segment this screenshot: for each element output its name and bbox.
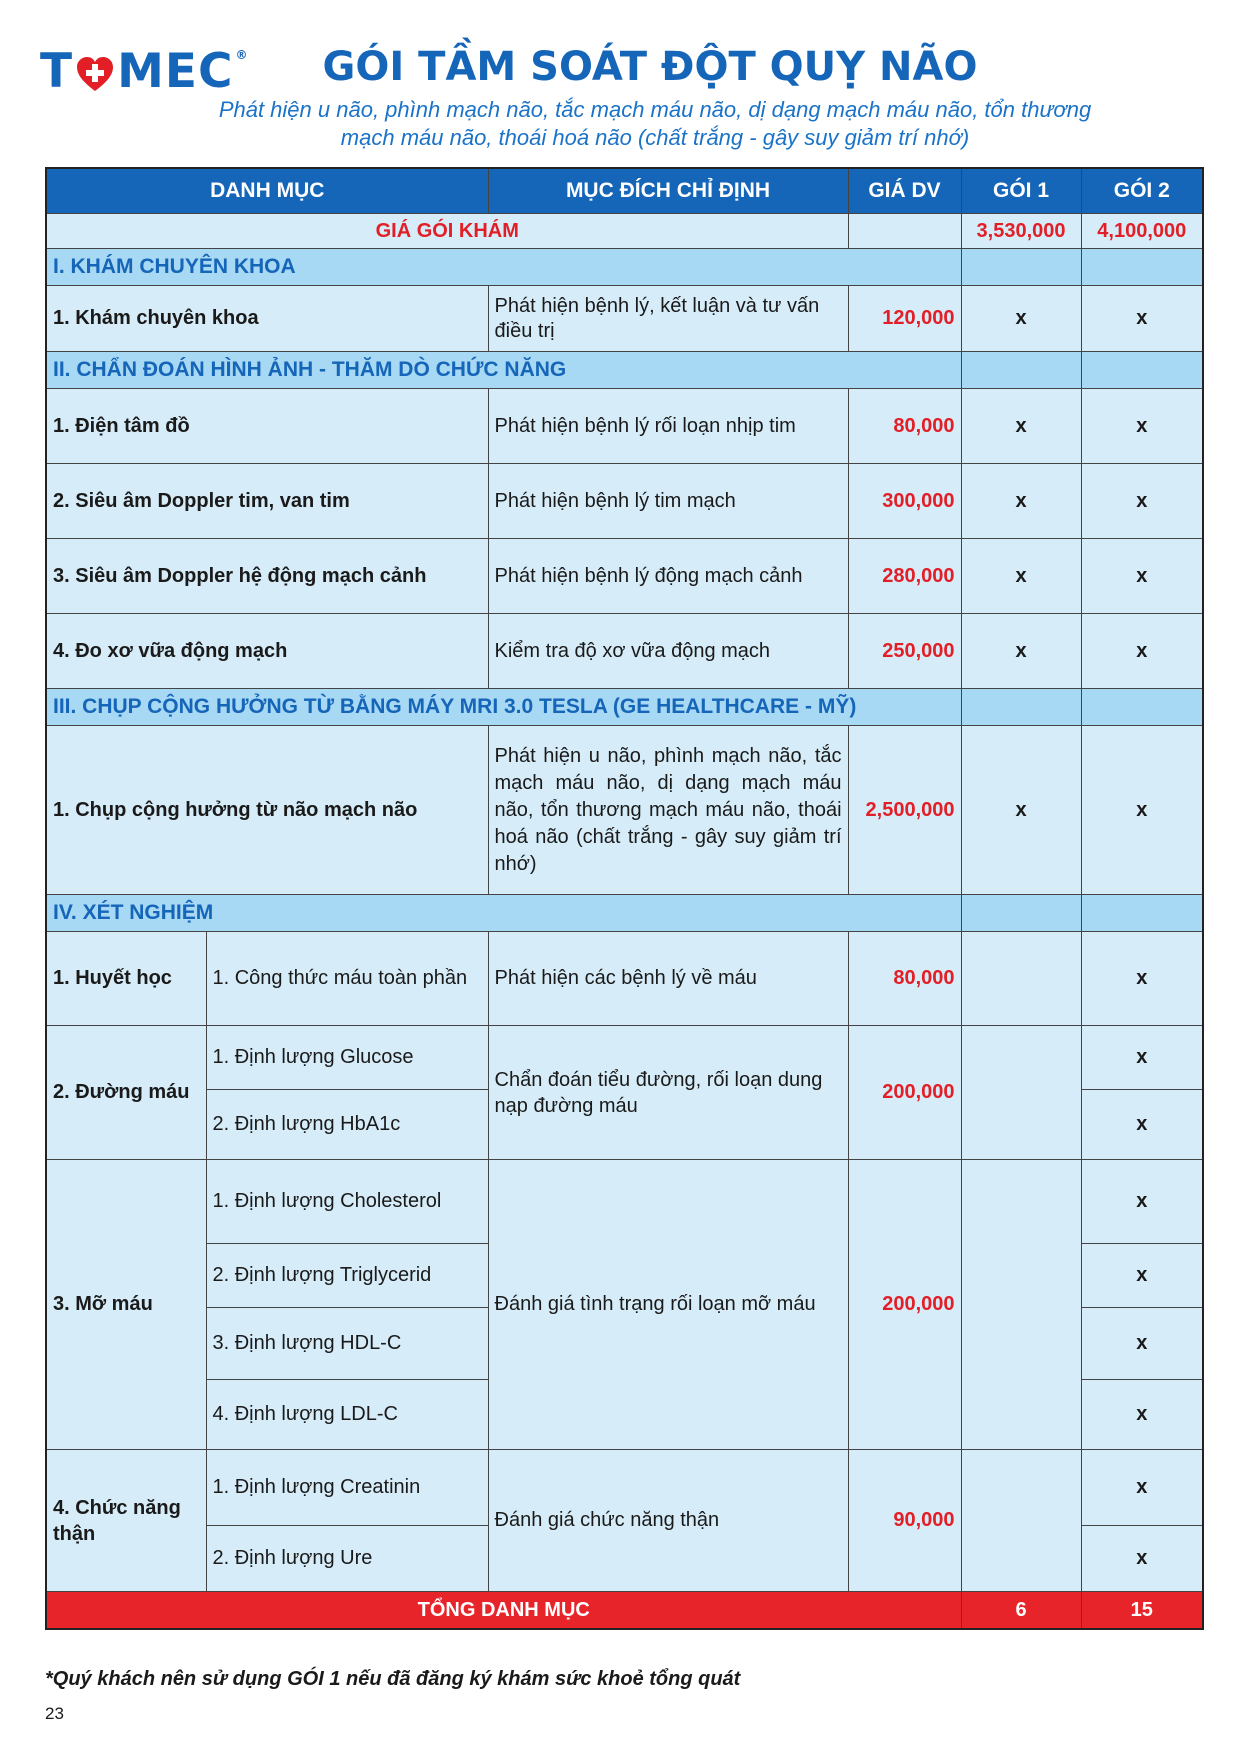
- package-price-label: GIÁ GÓI KHÁM: [46, 214, 848, 249]
- pkg1-empty: [961, 1026, 1081, 1160]
- item-name: 1. Chụp cộng hưởng từ não mạch não: [46, 726, 488, 895]
- pkg1-empty: [961, 1450, 1081, 1592]
- pkg2-mark: x: [1081, 1090, 1203, 1160]
- item-name: 1. Định lượng Cholesterol: [206, 1160, 488, 1244]
- item-purpose: Phát hiện bệnh lý, kết luận và tư vấn điều trị: [488, 286, 848, 352]
- total-row: [46, 1592, 1203, 1630]
- item-purpose: Phát hiện bệnh lý động mạch cảnh: [488, 539, 848, 614]
- section-row: [46, 895, 1203, 932]
- brand-logo: [40, 44, 248, 99]
- heart-cross-icon: [75, 52, 115, 92]
- item-purpose: Phát hiện bệnh lý tim mạch: [488, 464, 848, 539]
- table-row: [46, 286, 1203, 352]
- item-price: 200,000: [848, 1026, 961, 1160]
- item-name: 1. Công thức máu toàn phần: [206, 932, 488, 1026]
- pkg1-mark: x: [961, 389, 1081, 464]
- pkg2-mark: x: [1081, 1244, 1203, 1308]
- pkg2-mark: x: [1081, 1026, 1203, 1090]
- table-row: [46, 726, 1203, 895]
- item-purpose: Phát hiện u não, phình mạch não, tắc mạch máu não, dị dạng mạch máu não, tổn thương mạch máu não, thoái hoá não (chất trắng - gây suy giảm trí nhớ): [488, 726, 848, 895]
- section-title: III. CHỤP CỘNG HƯỞNG TỪ BẰNG MÁY MRI 3.0 TESLA (GE HEALTHCARE - MỸ): [46, 689, 961, 726]
- table-row: [46, 389, 1203, 464]
- header-category: DANH MỤC: [46, 168, 488, 214]
- package-price-empty: [848, 214, 961, 249]
- item-price: 80,000: [848, 389, 961, 464]
- item-purpose: Phát hiện các bệnh lý về máu: [488, 932, 848, 1026]
- logo-text-left: T: [40, 44, 74, 99]
- item-price: 90,000: [848, 1450, 961, 1592]
- pkg2-mark: x: [1081, 539, 1203, 614]
- header-pkg2: GÓI 2: [1081, 168, 1203, 214]
- section-title: IV. XÉT NGHIỆM: [46, 895, 961, 932]
- table-row: [46, 932, 1203, 1026]
- pkg2-mark: x: [1081, 1160, 1203, 1244]
- section-row: [46, 689, 1203, 726]
- table-row: [46, 614, 1203, 689]
- pkg2-mark: x: [1081, 932, 1203, 1026]
- item-purpose: Kiểm tra độ xơ vữa động mạch: [488, 614, 848, 689]
- item-price: 120,000: [848, 286, 961, 352]
- total-label: TỔNG DANH MỤC: [46, 1592, 961, 1630]
- item-purpose: Chẩn đoán tiểu đường, rối loạn dung nạp đường máu: [488, 1026, 848, 1160]
- item-name: 1. Định lượng Glucose: [206, 1026, 488, 1090]
- item-name: 4. Định lượng LDL-C: [206, 1380, 488, 1450]
- pkg2-mark: x: [1081, 726, 1203, 895]
- item-name: 4. Đo xơ vữa động mạch: [46, 614, 488, 689]
- item-price: 80,000: [848, 932, 961, 1026]
- item-price: 280,000: [848, 539, 961, 614]
- item-purpose: Đánh giá chức năng thận: [488, 1450, 848, 1592]
- header-pkg1: GÓI 1: [961, 168, 1081, 214]
- package-price-1: 3,530,000: [961, 214, 1081, 249]
- pkg1-empty: [961, 1160, 1081, 1450]
- pkg2-mark: x: [1081, 1380, 1203, 1450]
- pkg1-empty: [961, 932, 1081, 1026]
- total-pkg2: 15: [1081, 1592, 1203, 1630]
- item-name: 2. Siêu âm Doppler tim, van tim: [46, 464, 488, 539]
- group-name: 3. Mỡ máu: [46, 1160, 206, 1450]
- pkg1-mark: x: [961, 539, 1081, 614]
- section-title: II. CHẨN ĐOÁN HÌNH ẢNH - THĂM DÒ CHỨC NĂNG: [46, 352, 961, 389]
- pkg2-mark: x: [1081, 464, 1203, 539]
- page-subtitle: [170, 96, 1140, 152]
- page-number: 23: [45, 1704, 64, 1723]
- pkg2-mark: x: [1081, 1526, 1203, 1592]
- pkg2-mark: x: [1081, 1308, 1203, 1380]
- registered-mark: ®: [235, 48, 249, 62]
- item-name: 2. Định lượng Ure: [206, 1526, 488, 1592]
- pkg2-mark: x: [1081, 286, 1203, 352]
- table-row: [46, 1026, 1203, 1090]
- package-table: [45, 167, 1204, 1630]
- header-price: GIÁ DV: [848, 168, 961, 214]
- item-price: 2,500,000: [848, 726, 961, 895]
- logo-text-right: MEC: [117, 44, 234, 99]
- table-row: [46, 1450, 1203, 1526]
- item-price: 250,000: [848, 614, 961, 689]
- group-name: 2. Đường máu: [46, 1026, 206, 1160]
- item-price: 200,000: [848, 1160, 961, 1450]
- pkg1-mark: x: [961, 614, 1081, 689]
- pkg1-mark: x: [961, 286, 1081, 352]
- section-row: [46, 249, 1203, 286]
- footer-note: *Quý khách nên sử dụng GÓI 1 nếu đã đăng ký khám sức khoẻ tổng quát: [45, 1668, 741, 1690]
- item-name: 3. Siêu âm Doppler hệ động mạch cảnh: [46, 539, 488, 614]
- group-name: 1. Huyết học: [46, 932, 206, 1026]
- item-name: 1. Định lượng Creatinin: [206, 1450, 488, 1526]
- table-row: [46, 1160, 1203, 1244]
- item-name: 1. Khám chuyên khoa: [46, 286, 488, 352]
- group-name: 4. Chức năng thận: [46, 1450, 206, 1592]
- item-name: 1. Điện tâm đồ: [46, 389, 488, 464]
- section-row: [46, 352, 1203, 389]
- table-row: [46, 539, 1203, 614]
- page-title: GÓI TẦM SOÁT ĐỘT QUỴ NÃO: [322, 44, 978, 90]
- header-purpose: MỤC ĐÍCH CHỈ ĐỊNH: [488, 168, 848, 214]
- subtitle-line-1: Phát hiện u não, phình mạch não, tắc mạch máu não, dị dạng mạch máu não, tổn thương: [218, 97, 1092, 122]
- item-price: 300,000: [848, 464, 961, 539]
- total-pkg1: 6: [961, 1592, 1081, 1630]
- table-header-row: [46, 168, 1203, 214]
- pkg2-mark: x: [1081, 614, 1203, 689]
- item-name: 2. Định lượng HbA1c: [206, 1090, 488, 1160]
- pkg2-mark: x: [1081, 389, 1203, 464]
- section-title: I. KHÁM CHUYÊN KHOA: [46, 249, 961, 286]
- package-price-2: 4,100,000: [1081, 214, 1203, 249]
- item-purpose: Đánh giá tình trạng rối loạn mỡ máu: [488, 1160, 848, 1450]
- table-row: [46, 464, 1203, 539]
- pkg1-mark: x: [961, 726, 1081, 895]
- package-price-row: [46, 214, 1203, 249]
- item-purpose: Phát hiện bệnh lý rối loạn nhịp tim: [488, 389, 848, 464]
- subtitle-line-2: mạch máu não, thoái hoá não (chất trắng - gây suy giảm trí nhớ): [340, 125, 970, 150]
- pkg2-mark: x: [1081, 1450, 1203, 1526]
- item-name: 3. Định lượng HDL-C: [206, 1308, 488, 1380]
- item-name: 2. Định lượng Triglycerid: [206, 1244, 488, 1308]
- pkg1-mark: x: [961, 464, 1081, 539]
